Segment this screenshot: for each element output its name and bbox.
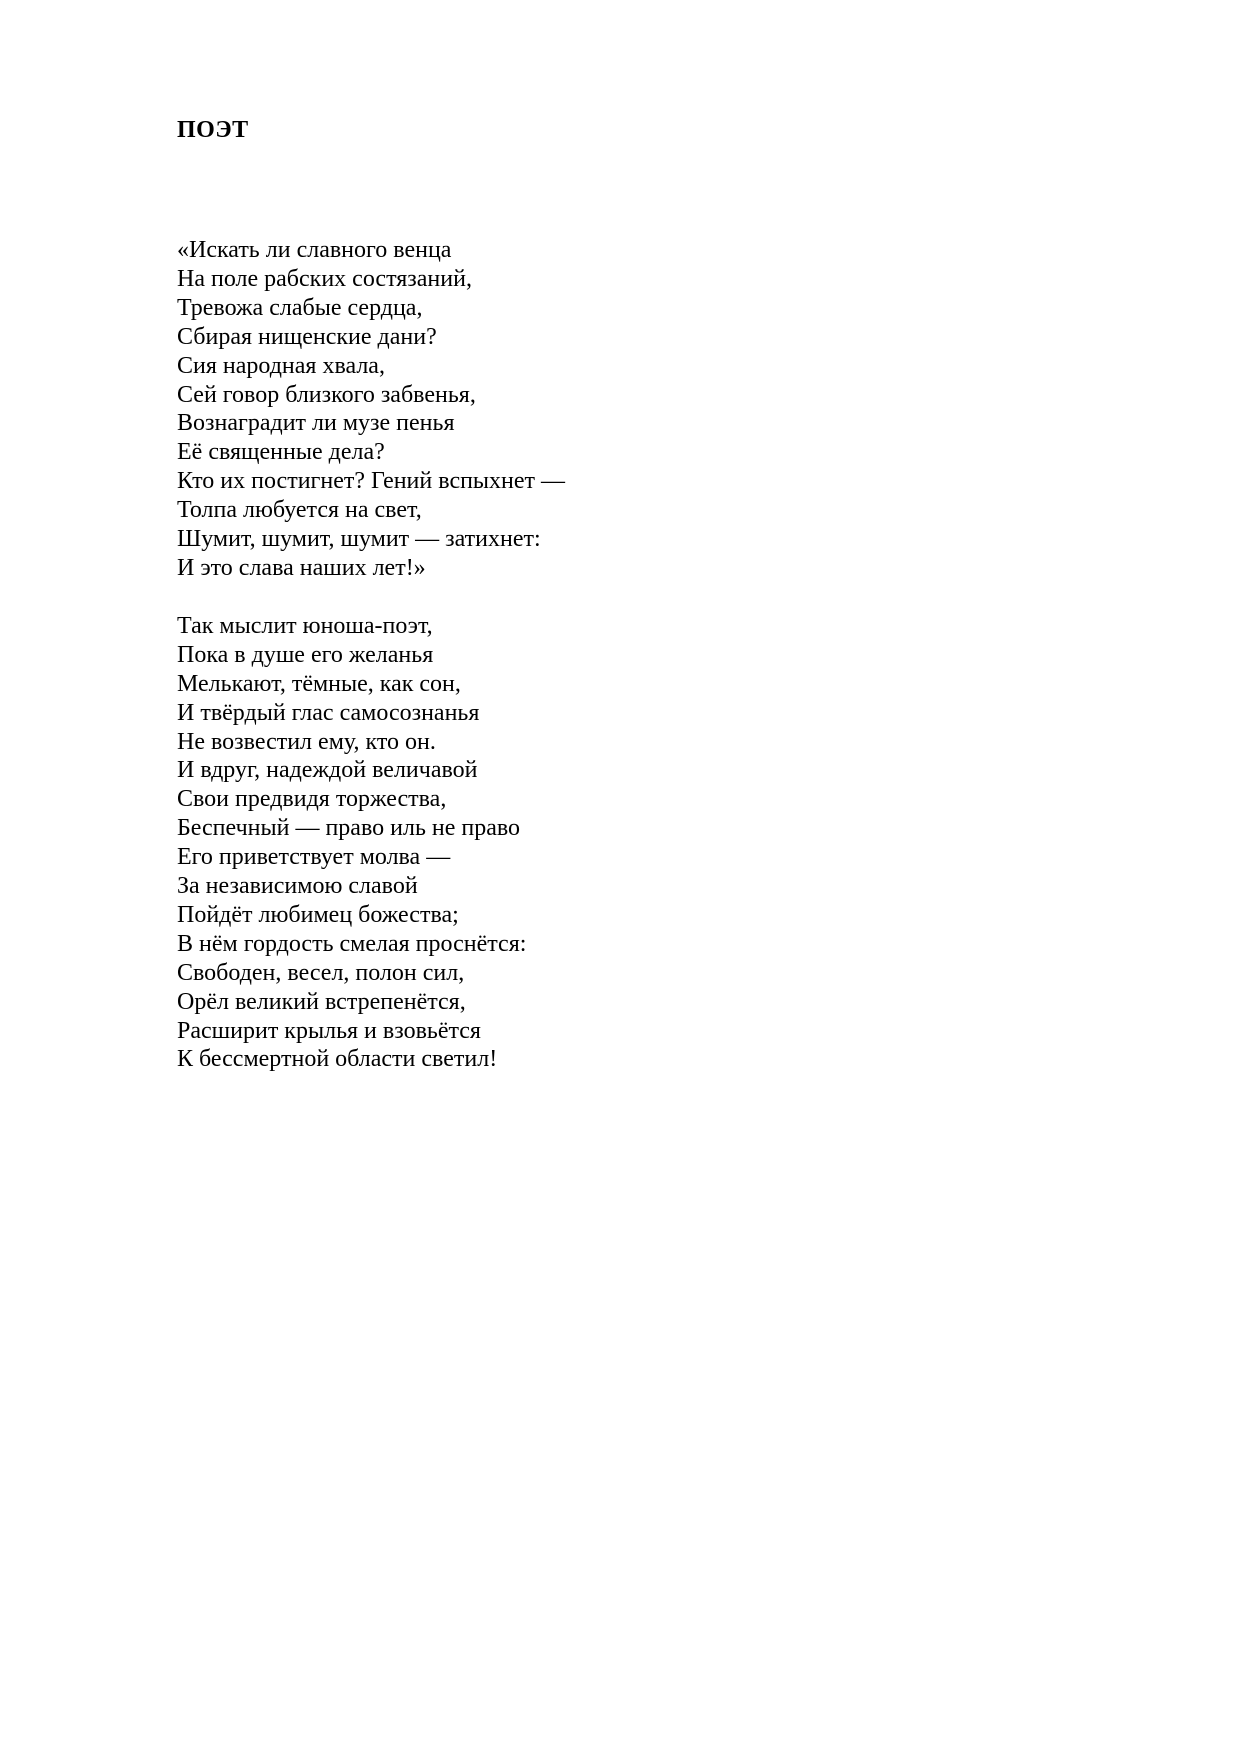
poem-line: К бессмертной области светил!	[177, 1046, 498, 1073]
poem-line: В нём гордость смелая проснётся:	[177, 930, 527, 957]
poem-line: Толпа любуется на свет,	[177, 497, 422, 524]
poem-line: Мелькают, тёмные, как сон,	[177, 670, 461, 697]
poem-line: Кто их постигнет? Гений вспыхнет —	[177, 468, 566, 495]
poem-line: И твёрдый глас самосознанья	[177, 699, 480, 726]
poem-title: ПОЭТ	[177, 117, 249, 143]
stanza-2	[177, 612, 1077, 1075]
poem-line: Его приветствует молва —	[177, 844, 451, 871]
poem-line: Вознаградит ли музе пенья	[177, 410, 455, 437]
poem-line: Сия народная хвала,	[177, 352, 385, 379]
poem-line: На поле рабских состязаний,	[177, 265, 472, 292]
poem-line: Свои предвидя торжества,	[177, 786, 447, 813]
poem-line: Шумит, шумит, шумит — затихнет:	[177, 526, 541, 553]
poem-line: Тревожа слабые сердца,	[177, 294, 423, 321]
poem-line: И это слава наших лет!»	[177, 554, 426, 581]
poem-line: Свободен, весел, полон сил,	[177, 959, 465, 986]
poem-line: «Искать ли славного венца	[177, 237, 452, 263]
poem-line: Пока в душе его желанья	[177, 641, 434, 668]
poem-line: Орёл великий встрепенётся,	[177, 988, 466, 1015]
poem-line: Не возвестил ему, кто он.	[177, 728, 436, 755]
poem-line: Расширит крылья и взовьётся	[177, 1017, 481, 1044]
poem-line: Сбирая нищенские дани?	[177, 323, 437, 350]
poem-line: За независимою славой	[177, 873, 418, 900]
poem-line: Её священные дела?	[177, 439, 385, 466]
poem-line: Беспечный — право иль не право	[177, 815, 521, 842]
poem-line: Пойдёт любимец божества;	[177, 901, 459, 928]
poem-line: Так мыслит юноша-поэт,	[177, 612, 433, 639]
poem-body	[177, 236, 1077, 1074]
poem-line: Сей говор близкого забвенья,	[177, 381, 476, 408]
stanza-1	[177, 236, 1077, 583]
poem-line: И вдруг, надеждой величавой	[177, 757, 478, 784]
